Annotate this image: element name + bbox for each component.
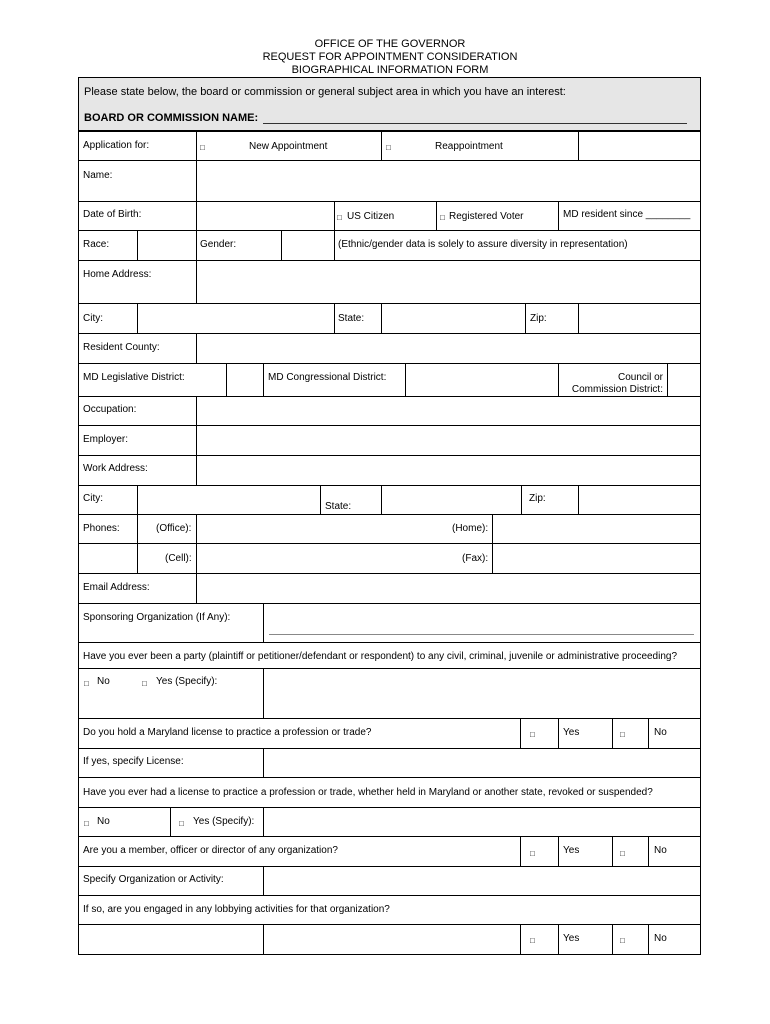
- board-name-input[interactable]: [263, 123, 687, 124]
- member-question: Are you a member, officer or director of any organization?: [83, 845, 338, 856]
- gender-label: Gender:: [200, 239, 237, 250]
- office-phone-input[interactable]: [197, 515, 492, 543]
- application-for-label: Application for:: [83, 140, 150, 151]
- party-no-label: No: [97, 676, 110, 687]
- city-label: City:: [83, 313, 103, 324]
- lobby-answer-input-1[interactable]: [79, 925, 263, 954]
- fax-input[interactable]: [493, 544, 700, 573]
- work-zip-label: Zip:: [529, 493, 546, 504]
- lobby-yes-label: Yes: [563, 933, 580, 944]
- state-input[interactable]: [382, 304, 525, 333]
- form-header-line1: OFFICE OF THE GOVERNOR: [314, 38, 466, 50]
- license-no-label: No: [654, 727, 667, 738]
- party-yes-label: Yes (Specify):: [156, 676, 218, 687]
- md-congressional-label: MD Congressional District:: [268, 372, 387, 383]
- occupation-input[interactable]: [197, 397, 700, 425]
- license-no-checkbox[interactable]: □: [620, 730, 625, 739]
- work-city-input[interactable]: [138, 486, 320, 514]
- registered-voter-label: Registered Voter: [449, 211, 524, 222]
- license-question: Do you hold a Maryland license to practice a profession or trade?: [83, 727, 372, 738]
- board-name-label: BOARD OR COMMISSION NAME:: [84, 112, 259, 124]
- party-yes-checkbox[interactable]: □: [142, 679, 147, 688]
- md-congressional-input[interactable]: [406, 364, 558, 396]
- md-legislative-input[interactable]: [227, 364, 263, 396]
- state-label: State:: [338, 313, 365, 324]
- specify-org-input[interactable]: [264, 867, 700, 895]
- specify-license-label: If yes, specify License:: [83, 756, 184, 767]
- council-label-line1: Council or: [617, 372, 663, 383]
- lobby-no-label: No: [654, 933, 667, 944]
- employer-input[interactable]: [197, 426, 700, 455]
- license-yes-label: Yes: [563, 727, 580, 738]
- member-yes-checkbox[interactable]: □: [530, 849, 535, 858]
- race-label: Race:: [83, 239, 110, 250]
- intro-instruction: Please state below, the board or commission or general subject area in which you have an interest:: [84, 86, 566, 98]
- work-address-label: Work Address:: [83, 463, 148, 474]
- reappointment-checkbox[interactable]: □: [386, 143, 391, 152]
- sponsoring-org-label: Sponsoring Organization (If Any):: [83, 612, 231, 623]
- ethnic-note: (Ethnic/gender data is solely to assure diversity in representation): [338, 239, 628, 250]
- work-city-label: City:: [83, 493, 103, 504]
- zip-label: Zip:: [530, 313, 547, 324]
- name-input[interactable]: [197, 161, 700, 201]
- md-resident-since-field[interactable]: MD resident since ________: [563, 209, 691, 220]
- dob-label: Date of Birth:: [83, 209, 142, 220]
- race-input[interactable]: [138, 231, 196, 260]
- new-appointment-label: New Appointment: [249, 141, 328, 152]
- party-specify-input[interactable]: [264, 669, 700, 718]
- home-address-label: Home Address:: [83, 269, 152, 280]
- resident-county-label: Resident County:: [83, 342, 160, 353]
- member-no-label: No: [654, 845, 667, 856]
- party-question: Have you ever been a party (plaintiff or petitioner/defendant or respondent) to any civil, criminal, juvenile or administrative proceeding?: [83, 651, 678, 662]
- revoked-specify-input[interactable]: [264, 808, 700, 836]
- email-label: Email Address:: [83, 582, 150, 593]
- revoked-question: Have you ever had a license to practice a profession or trade, whether held in Maryland or another state, revoked or suspended?: [83, 787, 653, 798]
- new-appointment-checkbox[interactable]: □: [200, 143, 205, 152]
- registered-voter-checkbox[interactable]: □: [440, 213, 445, 222]
- employer-label: Employer:: [83, 434, 129, 445]
- home-phone-label: (Home):: [452, 523, 489, 534]
- lobby-question: If so, are you engaged in any lobbying activities for that organization?: [83, 904, 390, 915]
- form-header-line2: REQUEST FOR APPOINTMENT CONSIDERATION: [262, 51, 518, 63]
- home-address-input[interactable]: [197, 261, 700, 303]
- revoked-no-label: No: [97, 816, 110, 827]
- name-label: Name:: [83, 170, 113, 181]
- office-phone-label: (Office):: [156, 523, 192, 534]
- work-zip-input[interactable]: [579, 486, 700, 514]
- us-citizen-checkbox[interactable]: □: [337, 213, 342, 222]
- fax-label: (Fax):: [462, 553, 489, 564]
- resident-county-input[interactable]: [197, 334, 700, 363]
- council-district-input[interactable]: [668, 364, 700, 396]
- cell-phone-input[interactable]: [197, 544, 492, 573]
- specify-license-input[interactable]: [264, 749, 700, 777]
- license-yes-checkbox[interactable]: □: [530, 730, 535, 739]
- reappointment-label: Reappointment: [435, 141, 503, 152]
- work-address-input[interactable]: [197, 456, 700, 485]
- lobby-no-checkbox[interactable]: □: [620, 936, 625, 945]
- lobby-yes-checkbox[interactable]: □: [530, 936, 535, 945]
- revoked-no-checkbox[interactable]: □: [84, 819, 89, 828]
- dob-input[interactable]: [197, 202, 334, 230]
- work-state-input[interactable]: [382, 486, 521, 514]
- specify-org-label: Specify Organization or Activity:: [83, 874, 224, 885]
- home-phone-input[interactable]: [493, 515, 700, 543]
- work-state-label: State:: [325, 501, 352, 512]
- sponsoring-org-input[interactable]: [269, 634, 694, 635]
- party-no-checkbox[interactable]: □: [84, 679, 89, 688]
- md-legislative-label: MD Legislative District:: [83, 372, 185, 383]
- us-citizen-label: US Citizen: [347, 211, 395, 222]
- occupation-label: Occupation:: [83, 404, 137, 415]
- revoked-yes-checkbox[interactable]: □: [179, 819, 184, 828]
- member-yes-label: Yes: [563, 845, 580, 856]
- cell-phone-label: (Cell):: [165, 553, 192, 564]
- lobby-answer-input-2[interactable]: [264, 925, 520, 954]
- form-header-line3: BIOGRAPHICAL INFORMATION FORM: [291, 64, 489, 76]
- phones-label: Phones:: [83, 523, 120, 534]
- email-input[interactable]: [197, 574, 700, 603]
- council-label-line2: Commission District:: [571, 384, 663, 395]
- revoked-yes-label: Yes (Specify):: [193, 816, 255, 827]
- gender-input[interactable]: [282, 231, 334, 260]
- member-no-checkbox[interactable]: □: [620, 849, 625, 858]
- city-input[interactable]: [138, 304, 334, 333]
- zip-input[interactable]: [579, 304, 700, 333]
